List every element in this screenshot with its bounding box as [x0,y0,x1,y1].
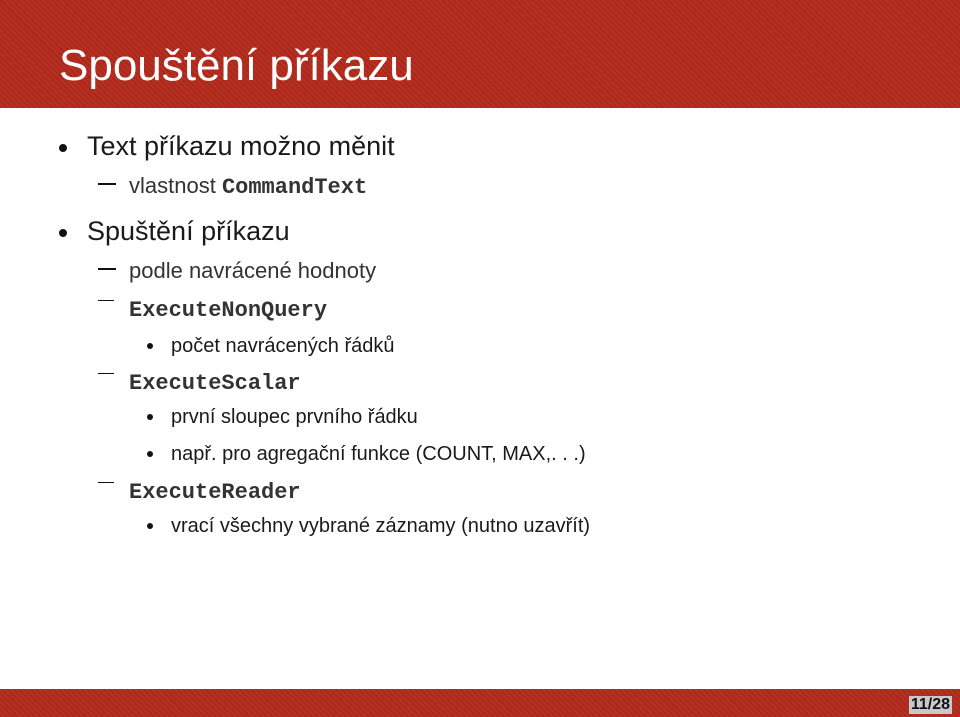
code-executereader: ExecuteReader [129,480,301,505]
code-executenonquery: ExecuteNonQuery [129,298,328,323]
dash-marker [98,183,116,185]
subsubitem-first-column: první sloupec prvního řádku [171,406,418,428]
subitem-commandtext-property [129,175,367,199]
subsubitem-row-count: počet navrácených řádků [171,335,395,357]
subsubitem-aggregate-functions: např. pro agregační funkce (COUNT, MAX,. . .) [171,443,586,465]
bullet-marker [59,229,67,237]
subitem-property-label: vlastnost [129,173,222,198]
bullet-marker [147,414,153,420]
dash-marker [98,373,114,374]
bullet-text-command-execution: Spuštění příkazu [87,216,290,246]
bullet-text-command-changeable: Text příkazu možno měnit [87,131,395,161]
dash-marker [98,482,114,483]
page-number: 11/28 [910,696,950,713]
bullet-marker [59,144,67,152]
bullet-marker [147,523,153,529]
code-executescalar: ExecuteScalar [129,371,301,396]
slide-footer-bar [0,689,960,717]
dash-marker [98,300,114,301]
dash-marker [98,268,116,270]
slide-title: Spouštění příkazu [59,41,414,90]
bullet-marker [147,451,153,457]
bullet-marker [147,343,153,349]
code-commandtext: CommandText [221,175,368,200]
subsubitem-returns-all-records: vrací všechny vybrané záznamy (nutno uzavřít) [171,515,591,537]
subitem-by-return-value: podle navrácené hodnoty [129,258,377,283]
